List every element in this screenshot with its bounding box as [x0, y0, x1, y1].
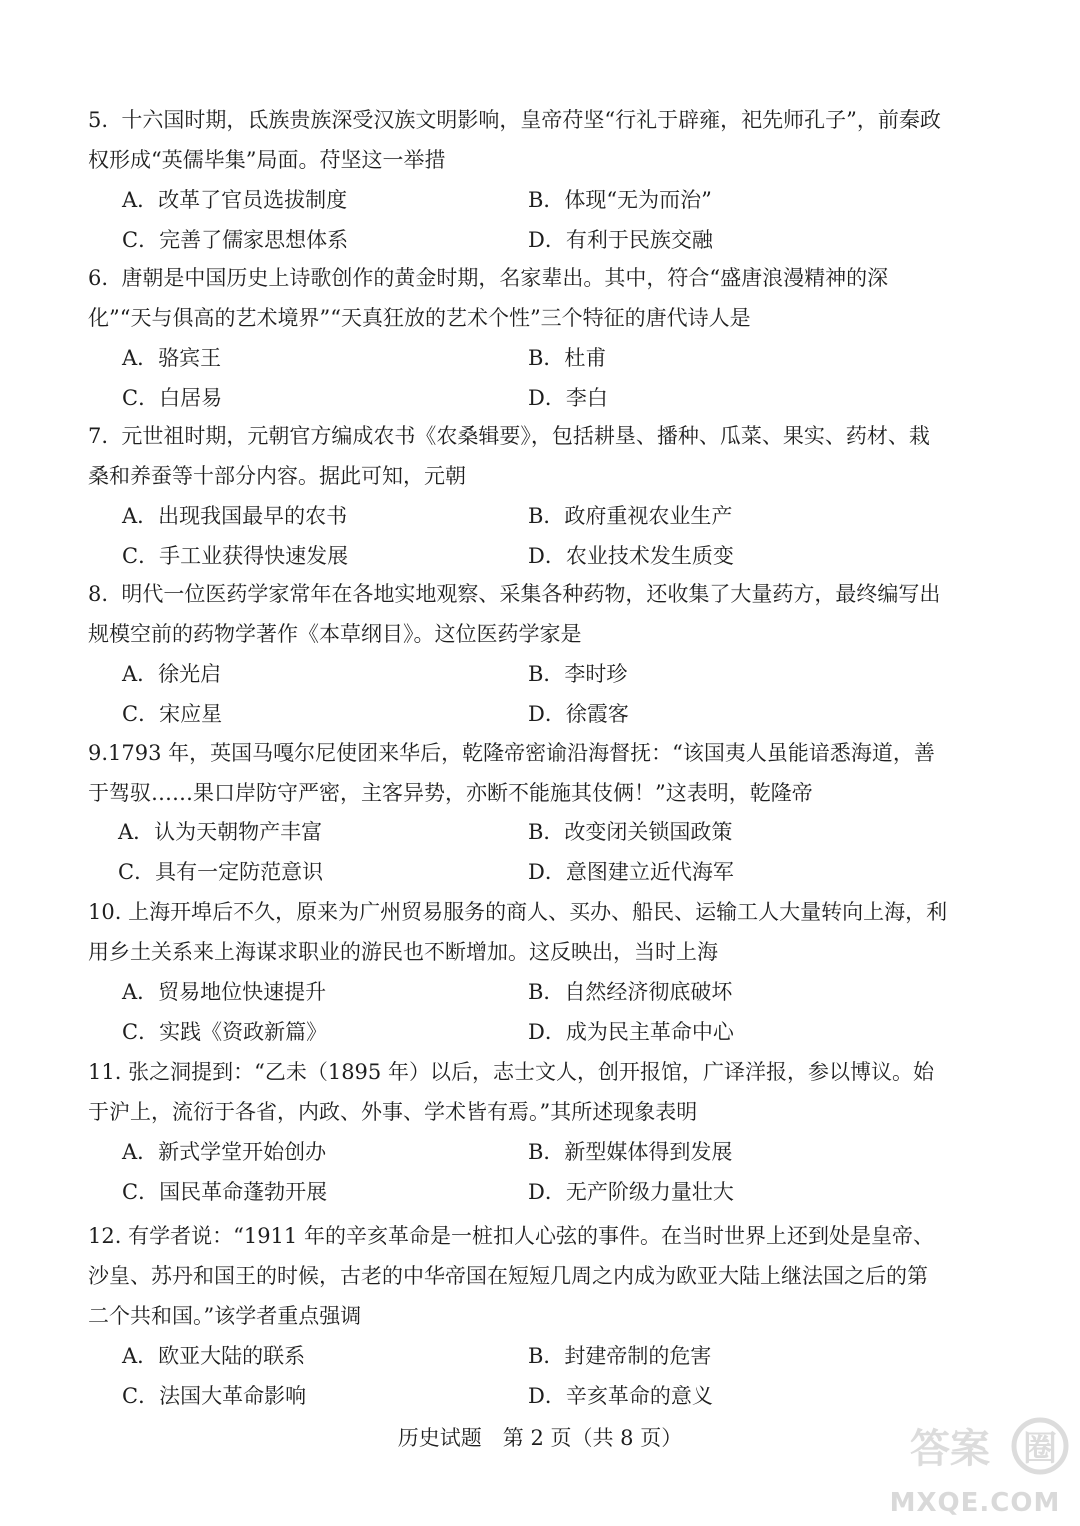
question-text: 张之洞提到：“乙未（1895 年）以后，志士文人，创开报馆，广译洋报，参以博议。始于沪上，流衍于各省，内政、外事、学术皆有焉。”其所述现象表明 — [88, 1060, 934, 1124]
question-text: 十六国时期，氐族贵族深受汉族文明影响，皇帝苻坚“行礼于辟雍，祀先师孔子”，前秦政权形成“英儒毕集”局面。苻坚这一举措 — [88, 108, 941, 172]
question-text: 有学者说：“1911 年的辛亥革命是一桩扣人心弦的事件。在当时世界上还到处是皇帝、沙皇、苏丹和国王的时候，古老的中华帝国在短短几周之内成为欧亚大陆上继法国之后的第二个共和国。”该学者重点强调 — [88, 1224, 934, 1328]
question-stem — [88, 1216, 948, 1336]
option-c[interactable]: C．手工业获得快速发展 — [122, 544, 349, 568]
option-b[interactable]: B．改变闭关锁国政策 — [528, 820, 733, 844]
question-text: 上海开埠后不久，原来为广州贸易服务的商人、买办、船民、运输工人大量转向上海，利用乡土关系来上海谋求职业的游民也不断增加。这反映出，当时上海 — [88, 900, 948, 964]
option-a[interactable]: A．出现我国最早的农书 — [122, 504, 348, 528]
question-stem — [88, 416, 948, 496]
svg-text:答案: 答案 — [910, 1426, 990, 1472]
question-number: 12. — [88, 1224, 122, 1248]
question-12 — [88, 1216, 948, 1336]
question-stem — [88, 100, 948, 180]
question-9 — [88, 733, 948, 813]
question-stem — [88, 258, 948, 338]
option-c[interactable]: C．国民革命蓬勃开展 — [122, 1180, 328, 1204]
question-stem — [88, 574, 948, 654]
question-number: 8. — [88, 582, 109, 606]
option-c[interactable]: C．具有一定防范意识 — [118, 860, 324, 884]
option-b[interactable]: B．自然经济彻底破坏 — [528, 980, 733, 1004]
option-b[interactable]: B．封建帝制的危害 — [528, 1344, 712, 1368]
option-b[interactable]: B．李时珍 — [528, 662, 628, 686]
option-a[interactable]: A．骆宾王 — [122, 346, 222, 370]
option-c[interactable]: C．实践《资政新篇》 — [122, 1020, 328, 1044]
question-stem — [88, 1052, 948, 1132]
question-number: 6. — [88, 266, 109, 290]
question-7 — [88, 416, 948, 496]
option-d[interactable]: D．成为民主革命中心 — [528, 1020, 734, 1044]
question-number: 5. — [88, 108, 109, 132]
watermark-text: MXQE.COM — [889, 1488, 1061, 1518]
svg-text:圈: 圈 — [1023, 1429, 1057, 1469]
question-8 — [88, 574, 948, 654]
option-b[interactable]: B．政府重视农业生产 — [528, 504, 733, 528]
question-number: 10. — [88, 900, 122, 924]
option-c[interactable]: C．白居易 — [122, 386, 223, 410]
option-a[interactable]: A．贸易地位快速提升 — [122, 980, 327, 1004]
question-number: 11. — [88, 1060, 122, 1084]
option-b[interactable]: B．杜甫 — [528, 346, 607, 370]
option-d[interactable]: D．徐霞客 — [528, 702, 629, 726]
option-a[interactable]: A．改革了官员选拔制度 — [122, 188, 348, 212]
option-a[interactable]: A．新式学堂开始创办 — [122, 1140, 327, 1164]
question-stem — [88, 733, 948, 813]
option-a[interactable]: A．认为天朝物产丰富 — [118, 820, 323, 844]
watermark-logo-icon — [880, 1410, 1070, 1490]
option-c[interactable]: C．宋应星 — [122, 702, 223, 726]
question-10 — [88, 892, 948, 972]
option-d[interactable]: D．李白 — [528, 386, 608, 410]
option-d[interactable]: D．无产阶级力量壮大 — [528, 1180, 734, 1204]
option-d[interactable]: D．意图建立近代海军 — [528, 860, 734, 884]
option-a[interactable]: A．欧亚大陆的联系 — [122, 1344, 306, 1368]
page-footer: 历史试题 第 2 页（共 8 页） — [397, 1426, 683, 1450]
question-text: 元世祖时期，元朝官方编成农书《农桑辑要》，包括耕垦、播种、瓜菜、果实、药材、栽桑和养蚕等十部分内容。据此可知，元朝 — [88, 424, 930, 488]
option-c[interactable]: C．完善了儒家思想体系 — [122, 228, 349, 252]
question-5 — [88, 100, 948, 180]
question-text: 唐朝是中国历史上诗歌创作的黄金时期，名家辈出。其中，符合“盛唐浪漫精神的深化”“天与俱高的艺术境界”“天真狂放的艺术个性”三个特征的唐代诗人是 — [88, 266, 889, 330]
option-d[interactable]: D．辛亥革命的意义 — [528, 1384, 713, 1408]
option-b[interactable]: B．体现“无为而治” — [528, 188, 712, 212]
question-text: 明代一位医药学家常年在各地实地观察、采集各种药物，还收集了大量药方，最终编写出规模空前的药物学著作《本草纲目》。这位医药学家是 — [88, 582, 941, 646]
question-text: 1793 年，英国马嘎尔尼使团来华后，乾隆帝密谕沿海督抚：“该国夷人虽能谙悉海道，善于驾驭……果口岸防守严密，主客异势，亦断不能施其伎俩！”这表明，乾隆帝 — [88, 741, 935, 805]
question-number: 7. — [88, 424, 109, 448]
watermark — [880, 1410, 1070, 1520]
option-b[interactable]: B．新型媒体得到发展 — [528, 1140, 733, 1164]
question-11 — [88, 1052, 948, 1132]
option-d[interactable]: D．有利于民族交融 — [528, 228, 713, 252]
question-stem — [88, 892, 948, 972]
option-a[interactable]: A．徐光启 — [122, 662, 222, 686]
question-number: 9. — [88, 741, 109, 765]
option-c[interactable]: C．法国大革命影响 — [122, 1384, 307, 1408]
option-d[interactable]: D．农业技术发生质变 — [528, 544, 734, 568]
question-6 — [88, 258, 948, 338]
